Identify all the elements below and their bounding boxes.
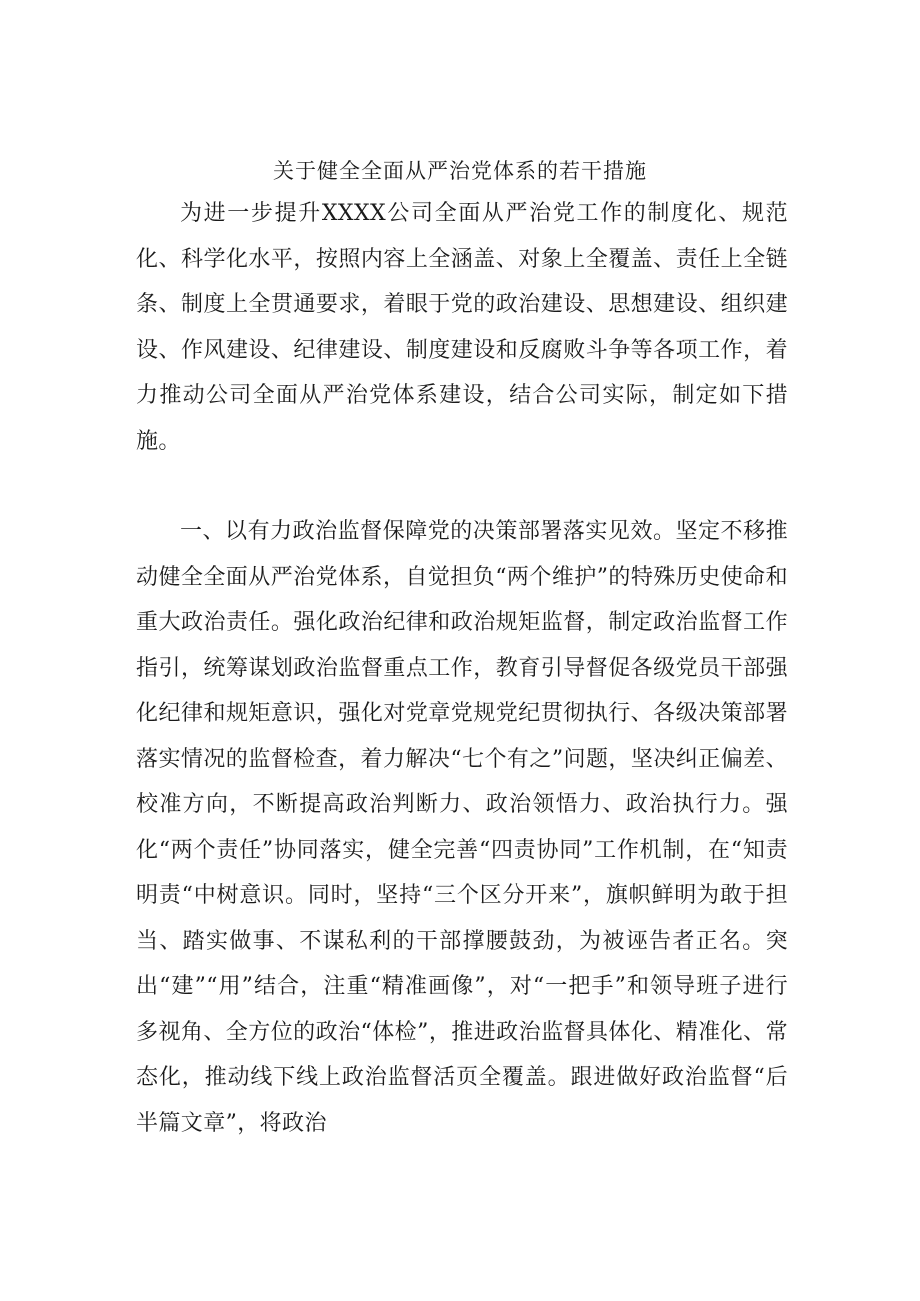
body-paragraph-intro: 为进一步提升XXXX公司全面从严治党工作的制度化、规范化、科学化水平，按照内容上全涵盖、对象上全覆盖、责任上全链条、制度上全贯通要求，着眼于党的政治建设、思想建设、组织建设、作风建设、纪律建设、制度建设和反腐败斗争等各项工作，着力推动公司全面从严治党体系建设，结合公司实际，制定如下措施。	[136, 201, 788, 454]
body-paragraph-section-one: 一、以有力政治监督保障党的决策部署落实见效。坚定不移推动健全全面从严治党体系，自觉担负“两个维护”的特殊历史使命和重大政治责任。强化政治纪律和政治规矩监督，制定政治监督工作指引，统筹谋划政治监督重点工作，教育引导督促各级党员干部强化纪律和规矩意识，强化对党章党规党纪贯彻执行、各级决策部署落实情况的监督检查，着力解决“七个有之”问题，坚决纠正偏差、校准方向，不断提高政治判断力、政治领悟力、政治执行力。强化“两个责任”协同落实，健全完善“四责协同”工作机制，在“知责明责“中树意识。同时，坚持“三个区分开来”，旗帜鲜明为敢于担当、踏实做事、不谋私利的干部撑腰鼓劲，为被诬告者正名。突出“建”“用”结合，注重“精准画像”，对“一把手”和领导班子进行多视角、全方位的政治“体检”，推进政治监督具体化、精准化、常态化，推动线下线上政治监督活页全覆盖。跟进做好政治监督“后半篇文章”，将政治	[136, 519, 788, 1136]
document-title: 关于健全全面从严治党体系的若干措施	[273, 159, 647, 183]
